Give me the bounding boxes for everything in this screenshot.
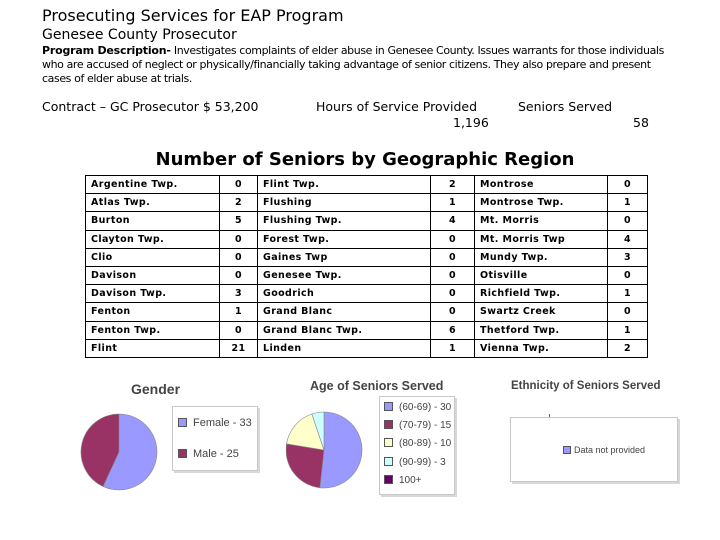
region-name-cell: Genesee Twp. (258, 266, 431, 284)
region-count-cell: 0 (608, 176, 648, 194)
age-chart-title: Age of Seniors Served (310, 379, 444, 393)
region-name-cell: Atlas Twp. (86, 194, 220, 212)
male-swatch-icon (178, 449, 187, 458)
age-legend-item-90-99 (384, 457, 446, 468)
region-name-cell: Flint Twp. (258, 176, 431, 194)
age-legend-label-100-plus: 100+ (399, 475, 422, 486)
region-count-cell: 1 (431, 194, 475, 212)
age-legend (379, 396, 455, 495)
seniors-label: Seniors Served (518, 99, 613, 114)
region-name-cell: Flint (86, 339, 220, 357)
page-subtitle: Genesee County Prosecutor (42, 27, 237, 43)
region-count-cell: 0 (220, 176, 258, 194)
region-count-cell: 0 (220, 230, 258, 248)
table-row (86, 248, 648, 266)
region-name-cell: Otisville (475, 266, 608, 284)
region-name-cell: Grand Blanc (258, 303, 431, 321)
region-name-cell: Linden (258, 339, 431, 357)
age-60-69-swatch-icon (384, 402, 393, 411)
region-table-body (86, 176, 648, 358)
gender-chart-title: Gender (131, 381, 181, 397)
region-name-cell: Goodrich (258, 285, 431, 303)
table-row (86, 266, 648, 284)
ethnicity-swatch-icon (563, 446, 571, 454)
region-count-cell: 1 (431, 339, 475, 357)
region-name-cell: Argentine Twp. (86, 176, 220, 194)
age-80-89-swatch-icon (384, 438, 393, 447)
gender-pie-slices (81, 414, 157, 490)
age-legend-item-60-69 (384, 402, 451, 413)
region-name-cell: Flushing Twp. (258, 212, 431, 230)
region-count-cell: 0 (431, 285, 475, 303)
region-name-cell: Richfield Twp. (475, 285, 608, 303)
region-count-cell: 0 (431, 266, 475, 284)
region-name-cell: Montrose (475, 176, 608, 194)
seniors-value: 58 (633, 115, 649, 130)
region-name-cell: Flushing (258, 194, 431, 212)
table-row (86, 230, 648, 248)
gender-pie-chart (79, 408, 167, 496)
region-count-cell: 3 (220, 285, 258, 303)
region-name-cell: Davison (86, 266, 220, 284)
region-name-cell: Swartz Creek (475, 303, 608, 321)
region-count-cell: 0 (608, 266, 648, 284)
female-swatch-icon (178, 418, 187, 427)
ethnicity-chart-title: Ethnicity of Seniors Served (511, 380, 661, 392)
region-count-cell: 5 (220, 212, 258, 230)
region-name-cell: Fenton (86, 303, 220, 321)
region-count-cell: 1 (608, 194, 648, 212)
region-count-cell: 4 (608, 230, 648, 248)
region-count-cell: 2 (608, 339, 648, 357)
region-name-cell: Mt. Morris Twp (475, 230, 608, 248)
table-row (86, 212, 648, 230)
region-name-cell: Clio (86, 248, 220, 266)
age-legend-item-80-89 (384, 438, 451, 449)
region-count-cell: 6 (431, 321, 475, 339)
age-legend-label-60-69: (60-69) - 30 (399, 402, 452, 413)
region-count-cell: 1 (220, 303, 258, 321)
region-count-cell: 0 (220, 248, 258, 266)
region-name-cell: Montrose Twp. (475, 194, 608, 212)
region-table (85, 175, 648, 358)
gender-legend-label-male: Male - 25 (193, 448, 239, 460)
table-row (86, 303, 648, 321)
region-count-cell: 0 (220, 266, 258, 284)
age-70-79-swatch-icon (384, 420, 393, 429)
gender-legend-label-female: Female - 33 (193, 417, 252, 429)
region-count-cell: 2 (431, 176, 475, 194)
region-count-cell: 1 (608, 321, 648, 339)
region-count-cell: 2 (220, 194, 258, 212)
table-row (86, 339, 648, 357)
region-count-cell: 0 (431, 303, 475, 321)
region-name-cell: Forest Twp. (258, 230, 431, 248)
region-name-cell: Grand Blanc Twp. (258, 321, 431, 339)
hours-label: Hours of Service Provided (316, 99, 478, 114)
region-count-cell: 0 (220, 321, 258, 339)
ethnicity-legend (510, 417, 678, 482)
region-count-cell: 0 (431, 248, 475, 266)
age-pie-chart (286, 406, 366, 494)
region-count-cell: 3 (608, 248, 648, 266)
table-row (86, 194, 648, 212)
table-row (86, 321, 648, 339)
page-title: Prosecuting Services for EAP Program (42, 6, 344, 25)
ethnicity-legend-label: Data not provided (574, 445, 646, 455)
age-pie-slices (286, 412, 362, 488)
region-name-cell: Mt. Morris (475, 212, 608, 230)
region-name-cell: Gaines Twp (258, 248, 431, 266)
age-legend-label-80-89: (80-89) - 10 (399, 438, 452, 449)
region-count-cell: 1 (608, 285, 648, 303)
region-name-cell: Clayton Twp. (86, 230, 220, 248)
age-legend-label-70-79: (70-79) - 15 (399, 420, 452, 431)
region-name-cell: Mundy Twp. (475, 248, 608, 266)
age-pie-slice-1 (286, 444, 324, 488)
age-legend-item-100-plus (384, 475, 422, 486)
age-legend-item-70-79 (384, 420, 451, 431)
region-count-cell: 21 (220, 339, 258, 357)
region-name-cell: Burton (86, 212, 220, 230)
region-count-cell: 0 (431, 230, 475, 248)
table-row (86, 285, 648, 303)
region-count-cell: 4 (431, 212, 475, 230)
region-name-cell: Thetford Twp. (475, 321, 608, 339)
age-90-99-swatch-icon (384, 457, 393, 466)
region-table-heading: Number of Seniors by Geographic Region (155, 149, 575, 170)
ethnicity-legend-item (563, 445, 645, 455)
program-description (42, 44, 682, 86)
table-row (86, 176, 648, 194)
region-count-cell: 0 (608, 303, 648, 321)
region-count-cell: 0 (608, 212, 648, 230)
gender-legend-item-male (178, 448, 239, 460)
age-100-plus-swatch-icon (384, 475, 393, 484)
region-name-cell: Davison Twp. (86, 285, 220, 303)
region-name-cell: Vienna Twp. (475, 339, 608, 357)
region-name-cell: Fenton Twp. (86, 321, 220, 339)
description-text: Investigates complaints of elder abuse in Genesee County. Issues warrants for those individuals who are accused of neglect or physically/financially taking advantage of senior citizens. They also prepare and present cases of elder abuse at trials. (42, 44, 664, 85)
contract-amount: Contract – GC Prosecutor $ 53,200 (42, 99, 259, 114)
description-label: Program Description- (42, 44, 171, 57)
gender-legend-item-female (178, 417, 252, 429)
age-legend-label-90-99: (90-99) - 3 (399, 457, 446, 468)
hours-value: 1,196 (453, 115, 489, 130)
gender-legend (172, 406, 258, 471)
age-pie-slice-0 (320, 412, 362, 488)
